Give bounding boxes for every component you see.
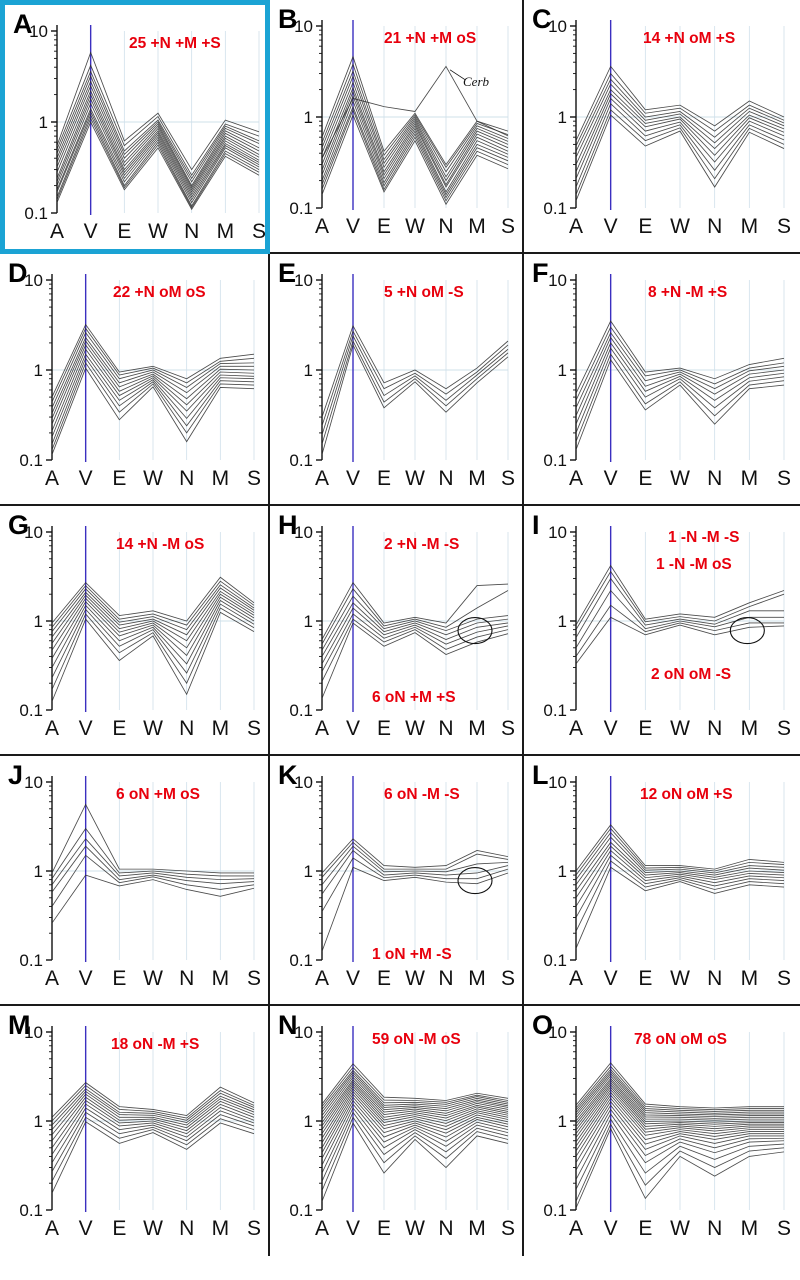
svg-text:W: W: [670, 717, 690, 740]
svg-text:S: S: [500, 1217, 516, 1240]
svg-text:M: M: [468, 467, 486, 490]
svg-text:N: N: [179, 967, 195, 990]
svg-text:N: N: [184, 220, 200, 243]
panel-o-annotation-1: 78 oN oM oS: [634, 1031, 728, 1048]
svg-text:N: N: [438, 1217, 454, 1240]
svg-text:10: 10: [24, 1023, 43, 1042]
panel-l: [524, 756, 800, 1006]
svg-text:0.1: 0.1: [19, 451, 43, 470]
svg-text:S: S: [246, 967, 262, 990]
svg-text:V: V: [78, 467, 93, 490]
svg-text:W: W: [143, 1217, 163, 1240]
panel-l-annotation-1: 12 oN oM +S: [640, 786, 733, 803]
svg-text:S: S: [246, 1217, 262, 1240]
svg-text:0.1: 0.1: [543, 451, 567, 470]
panel-letter-m: M: [8, 1010, 30, 1040]
panel-e-annotation-1: 5 +N oM -S: [384, 284, 464, 301]
svg-text:A: A: [568, 467, 584, 490]
svg-text:10: 10: [294, 523, 313, 542]
svg-text:V: V: [345, 717, 361, 740]
panel-h-annotation-2: 6 oN +M +S: [372, 689, 456, 706]
svg-text:W: W: [148, 220, 168, 243]
svg-text:1: 1: [557, 1112, 567, 1131]
panel-letter-i: I: [532, 510, 540, 540]
panel-f: [524, 254, 800, 506]
panel-i-annotation-3: 2 oN oM -S: [651, 666, 732, 683]
svg-text:S: S: [776, 1217, 792, 1240]
svg-text:N: N: [707, 215, 723, 238]
svg-text:0.1: 0.1: [543, 1201, 567, 1220]
svg-text:N: N: [438, 967, 454, 990]
svg-text:M: M: [740, 967, 759, 990]
svg-text:V: V: [345, 1217, 361, 1240]
panel-letter-j: J: [8, 760, 23, 790]
svg-text:M: M: [211, 967, 230, 990]
svg-text:A: A: [568, 717, 584, 740]
svg-text:S: S: [500, 215, 516, 238]
svg-text:W: W: [405, 215, 425, 238]
panel-letter-f: F: [532, 258, 548, 288]
svg-text:W: W: [143, 717, 163, 740]
svg-text:E: E: [376, 215, 392, 238]
svg-text:0.1: 0.1: [543, 701, 567, 720]
svg-text:1: 1: [38, 113, 48, 132]
svg-text:1: 1: [557, 361, 567, 380]
plot-i: [524, 506, 800, 756]
panel-i-annotation-2: 1 -N -M oS: [656, 556, 732, 573]
svg-text:S: S: [500, 717, 516, 740]
svg-text:0.1: 0.1: [19, 701, 43, 720]
svg-text:N: N: [179, 717, 195, 740]
svg-text:M: M: [468, 1217, 486, 1240]
svg-text:S: S: [776, 467, 792, 490]
svg-text:10: 10: [294, 1023, 313, 1042]
svg-text:V: V: [345, 215, 361, 238]
svg-text:0.1: 0.1: [19, 951, 43, 970]
svg-text:N: N: [179, 467, 195, 490]
svg-text:A: A: [49, 220, 65, 243]
svg-text:A: A: [44, 1217, 60, 1240]
panel-c-annotation-1: 14 +N oM +S: [643, 30, 736, 47]
svg-text:M: M: [211, 1217, 230, 1240]
svg-text:A: A: [314, 717, 330, 740]
svg-text:A: A: [44, 717, 60, 740]
svg-text:W: W: [670, 467, 690, 490]
svg-text:W: W: [670, 1217, 690, 1240]
panel-letter-a: A: [13, 9, 32, 39]
svg-text:W: W: [405, 467, 425, 490]
svg-text:M: M: [740, 215, 759, 238]
svg-text:E: E: [117, 220, 132, 243]
svg-text:0.1: 0.1: [19, 1201, 43, 1220]
svg-text:A: A: [314, 467, 330, 490]
svg-text:E: E: [638, 717, 653, 740]
svg-text:V: V: [603, 215, 618, 238]
panel-d-annotation-1: 22 +N oM oS: [113, 284, 206, 301]
panel-f-annotation-1: 8 +N -M +S: [648, 284, 728, 301]
svg-text:N: N: [707, 717, 723, 740]
svg-text:V: V: [78, 717, 93, 740]
svg-text:E: E: [376, 467, 392, 490]
panel-letter-e: E: [278, 258, 296, 288]
svg-text:V: V: [78, 967, 93, 990]
svg-text:N: N: [707, 467, 723, 490]
svg-text:0.1: 0.1: [24, 204, 48, 223]
svg-text:0.1: 0.1: [289, 1201, 313, 1220]
svg-text:V: V: [78, 1217, 93, 1240]
svg-text:10: 10: [548, 1023, 567, 1042]
svg-text:1: 1: [303, 361, 313, 380]
svg-text:10: 10: [24, 271, 43, 290]
svg-text:W: W: [405, 1217, 425, 1240]
svg-text:10: 10: [294, 271, 313, 290]
svg-text:10: 10: [29, 22, 48, 41]
svg-text:M: M: [740, 717, 759, 740]
svg-text:10: 10: [294, 17, 313, 36]
panel-g: [0, 506, 270, 756]
svg-text:10: 10: [294, 773, 313, 792]
svg-text:1: 1: [303, 1112, 313, 1131]
panel-h-annotation-1: 2 +N -M -S: [384, 536, 460, 553]
svg-text:0.1: 0.1: [289, 199, 313, 218]
svg-text:V: V: [345, 467, 361, 490]
svg-text:10: 10: [548, 773, 567, 792]
svg-text:1: 1: [557, 862, 567, 881]
svg-text:A: A: [44, 967, 60, 990]
svg-text:1: 1: [33, 612, 43, 631]
svg-text:W: W: [143, 467, 163, 490]
panel-letter-l: L: [532, 760, 548, 790]
svg-text:N: N: [707, 967, 723, 990]
svg-text:N: N: [438, 215, 454, 238]
svg-text:0.1: 0.1: [289, 701, 313, 720]
svg-text:10: 10: [548, 523, 567, 542]
panel-j-annotation-1: 6 oN +M oS: [116, 786, 200, 803]
svg-text:W: W: [405, 967, 425, 990]
svg-text:1: 1: [557, 108, 567, 127]
svg-text:V: V: [345, 967, 361, 990]
panel-i: [524, 506, 800, 756]
svg-text:A: A: [314, 1217, 330, 1240]
svg-text:M: M: [468, 215, 486, 238]
cerb-label: Cerb: [463, 74, 489, 89]
panel-letter-b: B: [278, 4, 297, 34]
svg-text:1: 1: [303, 108, 313, 127]
svg-text:N: N: [179, 1217, 195, 1240]
svg-text:W: W: [143, 967, 163, 990]
svg-text:M: M: [211, 467, 230, 490]
svg-text:M: M: [468, 717, 486, 740]
svg-text:W: W: [405, 717, 425, 740]
svg-text:E: E: [638, 215, 653, 238]
svg-text:1: 1: [557, 612, 567, 631]
svg-text:E: E: [376, 967, 392, 990]
svg-text:N: N: [707, 1217, 723, 1240]
svg-text:E: E: [638, 1217, 653, 1240]
panel-letter-h: H: [278, 510, 297, 540]
panel-g-annotation-1: 14 +N -M oS: [116, 536, 205, 553]
svg-text:10: 10: [548, 17, 567, 36]
svg-text:V: V: [603, 967, 618, 990]
svg-text:E: E: [112, 467, 127, 490]
panel-a: [0, 0, 270, 254]
svg-text:A: A: [44, 467, 60, 490]
svg-text:V: V: [603, 717, 618, 740]
svg-text:V: V: [603, 1217, 618, 1240]
svg-text:M: M: [740, 1217, 759, 1240]
panel-m: [0, 1006, 270, 1256]
svg-text:A: A: [314, 215, 330, 238]
svg-text:S: S: [776, 215, 792, 238]
panel-n-annotation-1: 59 oN -M oS: [372, 1031, 461, 1048]
panel-n: [270, 1006, 524, 1256]
svg-text:N: N: [438, 467, 454, 490]
panel-e: [270, 254, 524, 506]
svg-text:S: S: [500, 467, 516, 490]
svg-text:E: E: [376, 1217, 392, 1240]
svg-text:S: S: [776, 717, 792, 740]
panel-k: [270, 756, 524, 1006]
svg-text:E: E: [638, 467, 653, 490]
svg-text:M: M: [211, 717, 230, 740]
panel-letter-k: K: [278, 760, 297, 790]
svg-text:E: E: [112, 717, 127, 740]
panel-k-annotation-1: 6 oN -M -S: [384, 786, 460, 803]
svg-text:0.1: 0.1: [289, 951, 313, 970]
panel-letter-g: G: [8, 510, 29, 540]
svg-text:A: A: [568, 1217, 584, 1240]
svg-text:1: 1: [33, 862, 43, 881]
svg-text:W: W: [670, 967, 690, 990]
svg-text:S: S: [500, 967, 516, 990]
svg-text:E: E: [376, 717, 392, 740]
svg-text:1: 1: [33, 361, 43, 380]
svg-text:V: V: [83, 220, 98, 243]
panel-letter-n: N: [278, 1010, 297, 1040]
svg-text:A: A: [314, 967, 330, 990]
panel-j: [0, 756, 270, 1006]
panel-b-annotation-1: 21 +N +M oS: [384, 30, 477, 47]
panel-k-annotation-2: 1 oN +M -S: [372, 946, 452, 963]
svg-text:E: E: [112, 967, 127, 990]
svg-text:N: N: [438, 717, 454, 740]
svg-text:1: 1: [33, 1112, 43, 1131]
panel-o: [524, 1006, 800, 1256]
svg-text:0.1: 0.1: [543, 951, 567, 970]
panel-letter-o: O: [532, 1010, 553, 1040]
panel-m-annotation-1: 18 oN -M +S: [111, 1036, 200, 1053]
svg-text:S: S: [776, 967, 792, 990]
panel-b: [270, 0, 524, 254]
svg-text:1: 1: [303, 862, 313, 881]
panel-c: [524, 0, 800, 254]
svg-text:V: V: [603, 467, 618, 490]
svg-text:S: S: [246, 717, 262, 740]
svg-text:0.1: 0.1: [543, 199, 567, 218]
svg-text:10: 10: [548, 271, 567, 290]
panel-letter-d: D: [8, 258, 27, 288]
svg-text:10: 10: [24, 523, 43, 542]
panel-i-annotation-1: 1 -N -M -S: [668, 529, 740, 546]
svg-text:S: S: [251, 220, 267, 243]
svg-text:S: S: [246, 467, 262, 490]
svg-text:0.1: 0.1: [289, 451, 313, 470]
panel-d: [0, 254, 270, 506]
svg-text:M: M: [740, 467, 759, 490]
svg-text:A: A: [568, 967, 584, 990]
panel-h: [270, 506, 524, 756]
svg-text:M: M: [468, 967, 486, 990]
svg-text:10: 10: [24, 773, 43, 792]
svg-text:E: E: [112, 1217, 127, 1240]
svg-text:1: 1: [303, 612, 313, 631]
panel-letter-c: C: [532, 4, 551, 34]
svg-text:W: W: [670, 215, 690, 238]
svg-text:M: M: [216, 220, 235, 243]
svg-text:E: E: [638, 967, 653, 990]
panel-a-annotation-1: 25 +N +M +S: [129, 35, 221, 52]
svg-text:A: A: [568, 215, 584, 238]
